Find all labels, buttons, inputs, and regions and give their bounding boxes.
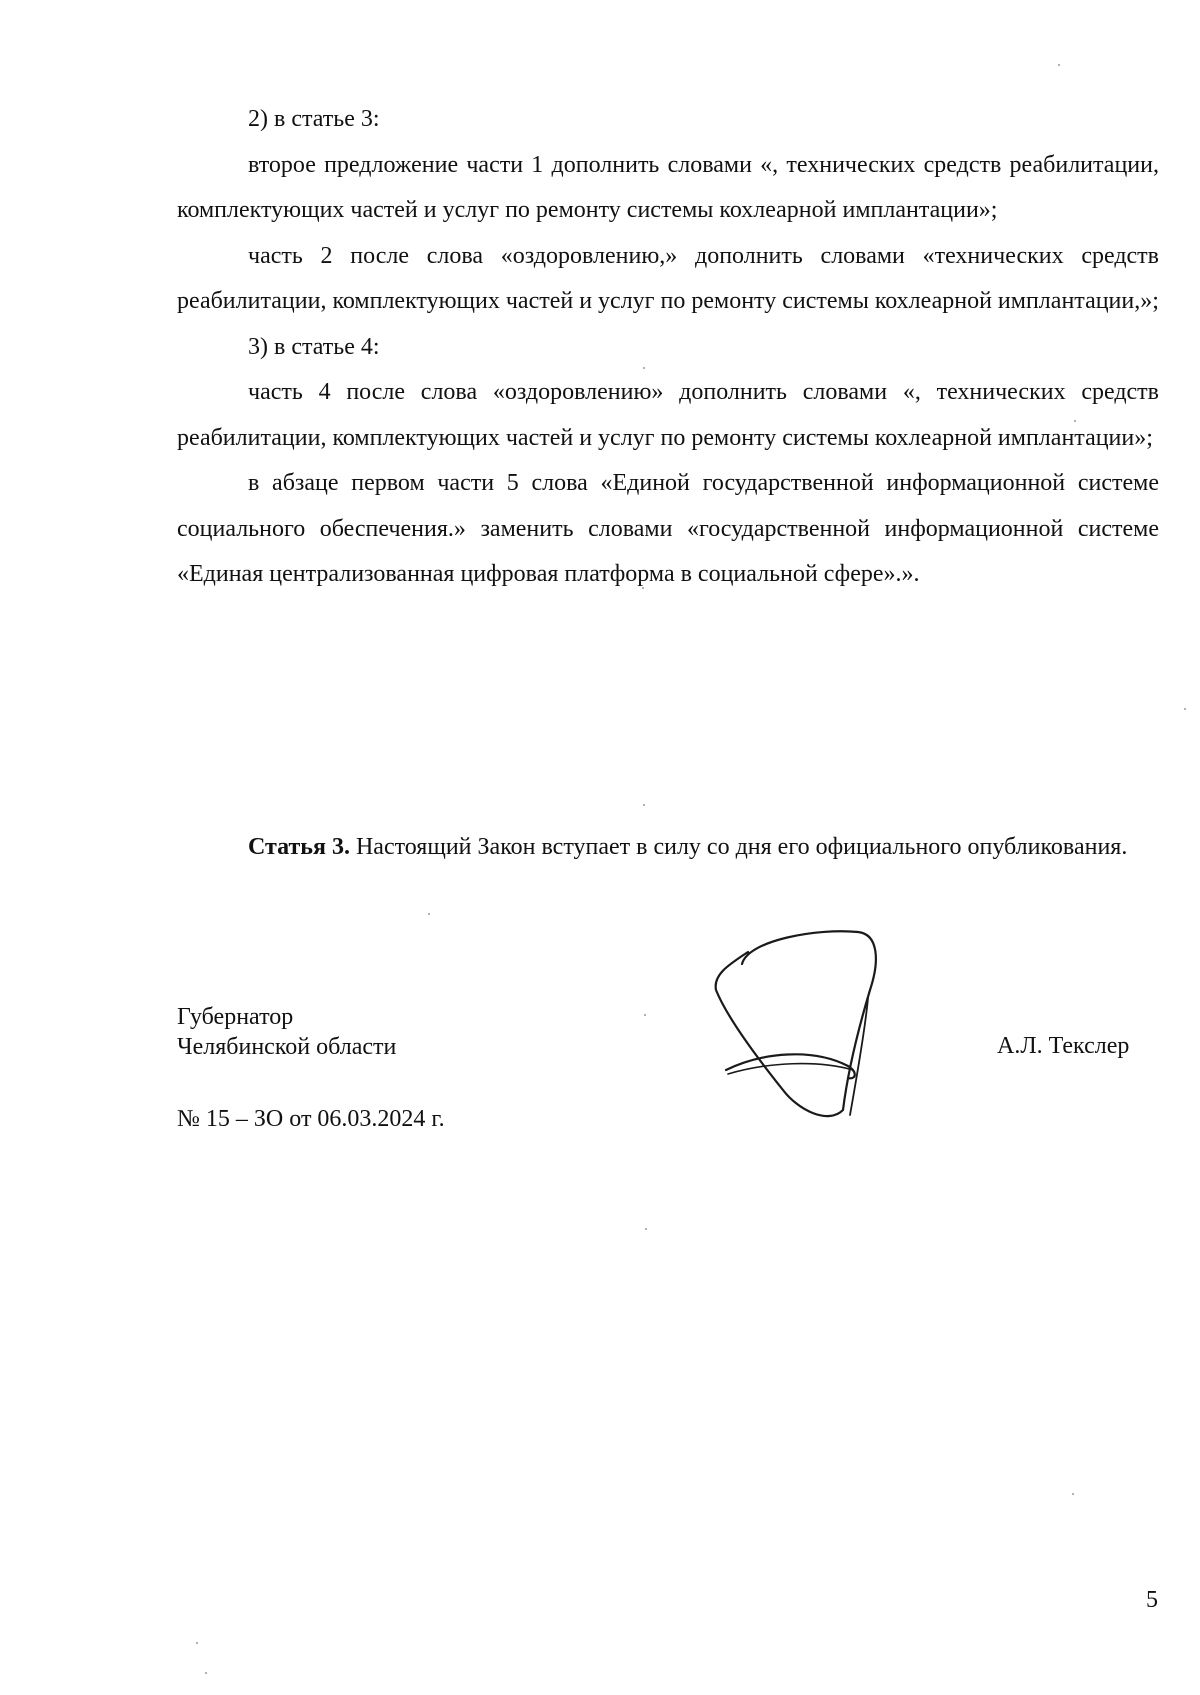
law-reference: № 15 – ЗО от 06.03.2024 г. xyxy=(177,1106,445,1132)
signer-position xyxy=(177,1002,396,1062)
amendment-clause-article-4-part-4: часть 4 после слова «оздоровлению» дополнить словами «, технических средств реабилитации, комплектующих частей и услуг по ремонту системы кохлеарной имплантации»; xyxy=(177,379,1159,451)
article-3-text: Настоящий Закон вступает в силу со дня его официального опубликования. xyxy=(355,834,1128,860)
amendments-section xyxy=(177,97,1159,598)
signer-position-line-2: Челябинской области xyxy=(177,1034,397,1060)
scan-speck xyxy=(1058,64,1060,66)
signer-name: А.Л. Текслер xyxy=(997,1033,1130,1059)
scan-speck xyxy=(1072,1493,1074,1495)
amendment-clause-article-3-part-2: часть 2 после слова «оздоровлению,» дополнить словами «технических средств реабилитации, комплектующих частей и услуг по ремонту системы кохлеарной имплантации,»; xyxy=(177,242,1159,314)
scan-speck xyxy=(1184,708,1186,710)
amendment-clause-article-4-part-5: в абзаце первом части 5 слова «Единой государственной информационной системе социального обеспечения.» заменить словами «государственной информационной системе «Единая централизованная цифровая платформа в социальной сфере».». xyxy=(177,470,1159,587)
scan-speck xyxy=(196,1642,198,1644)
article-3 xyxy=(177,825,1159,871)
signer-position-line-1: Губернатор xyxy=(177,1004,294,1030)
scan-speck xyxy=(645,1228,647,1230)
article-3-label: Статья 3. xyxy=(248,834,350,860)
scan-speck xyxy=(643,367,645,369)
scan-speck xyxy=(643,804,645,806)
scan-speck xyxy=(644,1014,646,1016)
scan-speck xyxy=(205,1672,207,1674)
scan-speck xyxy=(642,587,644,589)
amendment-item-article-3: 2) в статье 3: xyxy=(248,106,380,132)
scan-speck xyxy=(1074,420,1076,422)
page-number: 5 xyxy=(1146,1587,1158,1613)
amendment-item-article-4: 3) в статье 4: xyxy=(248,333,380,360)
handwritten-signature xyxy=(708,920,888,1125)
scan-speck xyxy=(428,913,430,915)
amendment-clause-article-3-part-1: второе предложение части 1 дополнить словами «, технических средств реабилитации, комплектующих частей и услуг по ремонту системы кохлеарной имплантации»; xyxy=(177,151,1159,223)
